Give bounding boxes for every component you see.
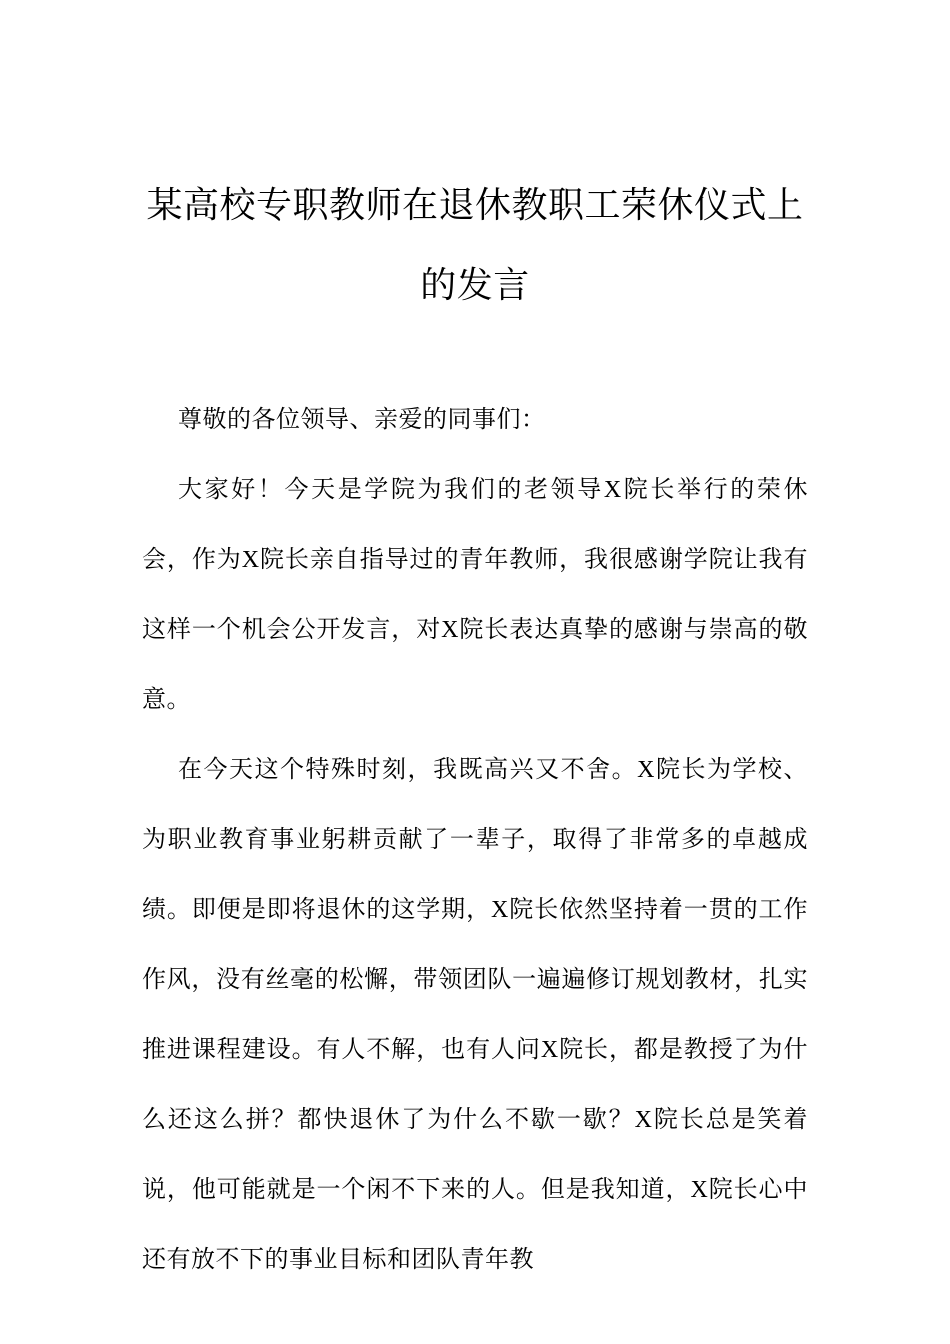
document-body: [142, 385, 808, 1295]
salutation-paragraph: 尊敬的各位领导、亲爱的同事们：: [178, 407, 546, 433]
document-title: 某高校专职教师在退休教职工荣休仪式上的发言: [146, 185, 804, 305]
body-paragraph-2: 在今天这个特殊时刻，我既高兴又不舍。X院长为学校、为职业教育事业躬耕贡献了一辈子，取得了非常多的卓越成绩。即便是即将退休的这学期，X院长依然坚持着一贯的工作作风，没有丝毫的松懈，带领团队一遍遍修订规划教材，扎实推进课程建设。有人不解，也有人问X院长，都是教授了为什么还这么拼？都快退休了为什么不歇一歇？X院长总是笑着说，他可能就是一个闲不下来的人。但是我知道，X院长心中还有放不下的事业目标和团队青年教: [142, 757, 808, 1273]
body-paragraph-1: 大家好！今天是学院为我们的老领导X院长举行的荣休会，作为X院长亲自指导过的青年教师，我很感谢学院让我有这样一个机会公开发言，对X院长表达真挚的感谢与崇高的敬意。: [142, 477, 808, 713]
